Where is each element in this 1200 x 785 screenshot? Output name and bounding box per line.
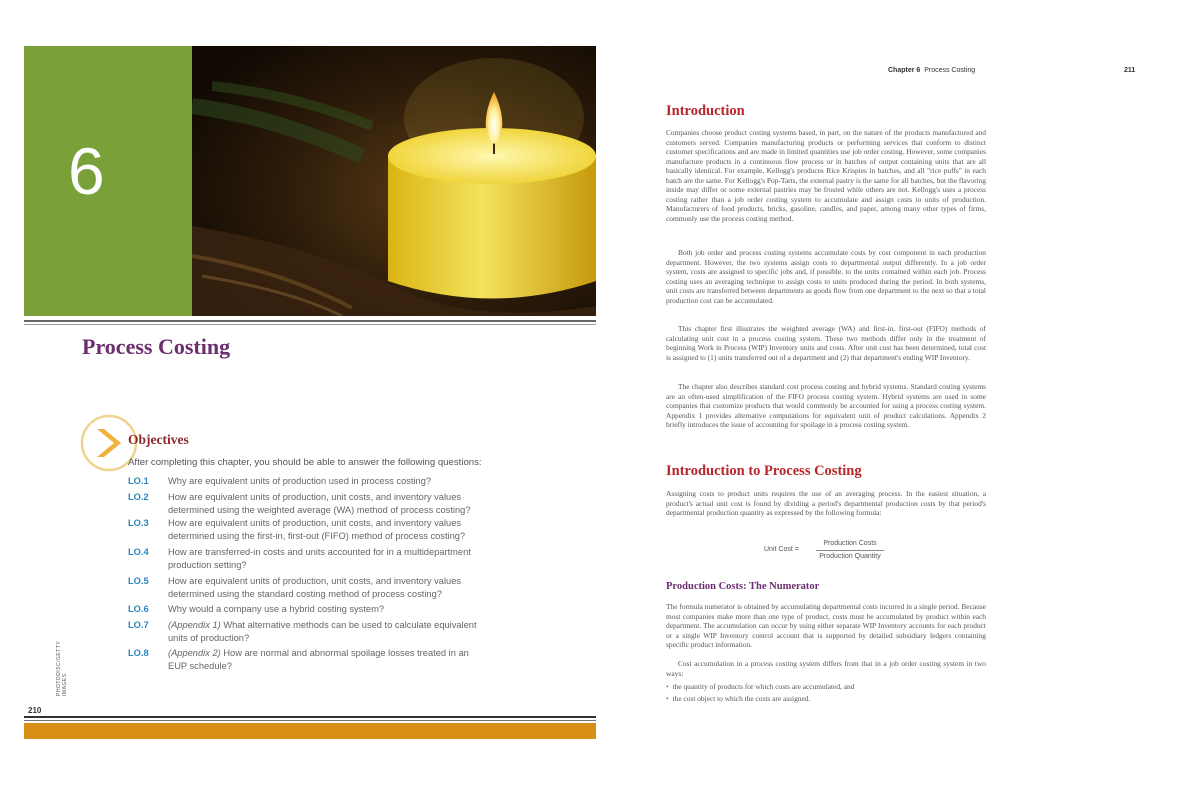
formula-label: Unit Cost = (764, 546, 799, 553)
intro-paragraph: Both job order and process costing systems accumulate costs by cost component in each production department. However, the two systems assign costs to departmental output differently. In a job order system, costs are assigned to specific jobs and, if possible, to the units contained within each job. Process costing uses an averaging technique to assign costs to units produced during the period. In both systems, unit costs are transferred between departments as goods flow from one department to the next so that a total production cost can be accumulated. (666, 248, 986, 305)
intro-heading: Introduction (666, 103, 745, 119)
formula-denominator: Production Quantity (819, 553, 881, 560)
footer-rule (24, 716, 596, 718)
bullet-dot-icon: • (666, 682, 669, 691)
lo-text: Why would a company use a hybrid costing system? (168, 604, 384, 614)
learning-objective (128, 475, 488, 488)
candle-photo (192, 46, 596, 316)
page-number-right: 211 (1124, 67, 1136, 74)
lo-number: LO.2 (128, 492, 149, 502)
bullet-item (666, 682, 854, 692)
chapter-color-block (24, 46, 192, 316)
running-head-chapter: Chapter 6 (888, 67, 921, 74)
subsection-paragraph: Cost accumulation in a process costing system differs from that in a job order costing system in two ways: (666, 659, 986, 678)
lo-number: LO.7 (128, 620, 149, 630)
intro-paragraph: This chapter first illustrates the weighted average (WA) and first-in, first-out (FIFO) methods of calculating unit cost in a process costing system. These two methods differ only in the treatment of beginning Work in Process (WIP) Inventory units and costs. After unit cost has been determined, total cost is assigned to (1) units transferred out of a department and (2) that department's ending WIP Inventory. (666, 324, 986, 362)
bullet-dot-icon: • (666, 694, 669, 703)
lo-text: How are normal and abnormal spoilage losses treated in an EUP schedule? (168, 648, 469, 671)
formula-numerator: Production Costs (823, 540, 877, 547)
lo-number: LO.6 (128, 604, 149, 614)
lo-appendix: (Appendix 2) (168, 648, 221, 658)
objectives-intro: After completing this chapter, you should be able to answer the following questions: (128, 457, 482, 468)
photo-credit: PHOTODISC/GETTY IMAGES (56, 640, 68, 696)
bullet-text: the cost object to which the costs are assigned. (672, 694, 811, 703)
bullet-text: the quantity of products for which costs are accumulated, and (672, 682, 855, 691)
divider-rule (24, 320, 596, 322)
subsection-paragraph: The formula numerator is obtained by accumulating departmental costs incurred in a single period. Because most companies make more than one type of product, costs must be accumulated by product within each department. The accumulation can occur by using either separate WIP Inventory accounts for each product or a single WIP Inventory control account that is supported by detailed subsidiary ledgers containing specific product information. (666, 602, 986, 649)
learning-objective (128, 619, 488, 644)
chapter-number: 6 (68, 134, 105, 208)
learning-objective (128, 647, 488, 672)
learning-objective (128, 491, 488, 516)
lo-text: How are transferred-in costs and units accounted for in a multidepartment production setting? (168, 547, 471, 570)
running-head (888, 67, 975, 74)
lo-text: How are equivalent units of production, unit costs, and inventory values determined using the weighted average (WA) method of process costing? (168, 492, 471, 515)
objectives-heading: Objectives (128, 432, 189, 447)
lo-number: LO.1 (128, 476, 149, 486)
fraction-bar (816, 550, 884, 551)
learning-objective (128, 517, 488, 542)
learning-objective (128, 546, 488, 571)
bullet-item (666, 694, 810, 704)
lo-text: What alternative methods can be used to calculate equivalent units of production? (168, 620, 477, 643)
footer-rule (24, 720, 596, 721)
section-paragraph: Assigning costs to product units requires the use of an averaging process. In the easiest situation, a product's actual unit cost is found by dividing a period's departmental production costs by that period's departmental production quantity as expressed by the following formula: (666, 489, 986, 517)
lo-number: LO.3 (128, 518, 149, 528)
intro-paragraph: The chapter also describes standard cost process costing and hybrid systems. Standard costing systems are an often-used simplification of the FIFO process costing system. Hybrid systems are used in some companies that customize products that would commonly be accounted for using a process costing system. Appendix 1 provides alternative computations for equivalent unit of product calculations. Appendix 2 briefly introduces the issue of accounting for spoilage in a process costing system. (666, 382, 986, 429)
lo-appendix: (Appendix 1) (168, 620, 221, 630)
lo-text: How are equivalent units of production, unit costs, and inventory values determined using the standard costing method of process costing? (168, 576, 462, 599)
unit-cost-formula (764, 540, 894, 568)
lo-number: LO.4 (128, 547, 149, 557)
footer-color-bar (24, 723, 596, 739)
lo-number: LO.8 (128, 648, 149, 658)
learning-objective (128, 575, 488, 600)
intro-paragraph: Companies choose product costing systems based, in part, on the nature of the products manufactured and customers served. Companies manufacturing products or performing services that conform to distinct customer specifications and are made in limited quantities use job order costing. However, some companies manufacture products in a continuous flow process or in batches of output containing units that are all basically identical. For example, Kellogg's produces Rice Krispies in batches, and all "rice puffs" in each batch are the same. For Kellogg's Pop-Tarts, the external pastry is the same for all batches, but the flavoring inside may differ or some external pastries may be frosted while others are not. Kellogg's uses a process costing rather than a job order costing system to accumulate and assign costs to units of production. Manufacturers of food products, bricks, gasoline, candles, and paper, among many other types of firms, commonly use the process costing method. (666, 128, 986, 223)
divider-rule (24, 324, 596, 325)
section-heading: Introduction to Process Costing (666, 463, 862, 479)
lo-text: Why are equivalent units of production used in process costing? (168, 476, 432, 486)
candle-illustration (192, 46, 596, 316)
running-head-title: Process Costing (924, 67, 976, 74)
chapter-title: Process Costing (82, 334, 231, 359)
page-number-left: 210 (28, 706, 42, 715)
learning-objective (128, 603, 488, 616)
lo-number: LO.5 (128, 576, 149, 586)
subsection-heading: Production Costs: The Numerator (666, 581, 820, 592)
lo-text: How are equivalent units of production, unit costs, and inventory values determined using the first-in, first-out (FIFO) method of process costing? (168, 518, 466, 541)
